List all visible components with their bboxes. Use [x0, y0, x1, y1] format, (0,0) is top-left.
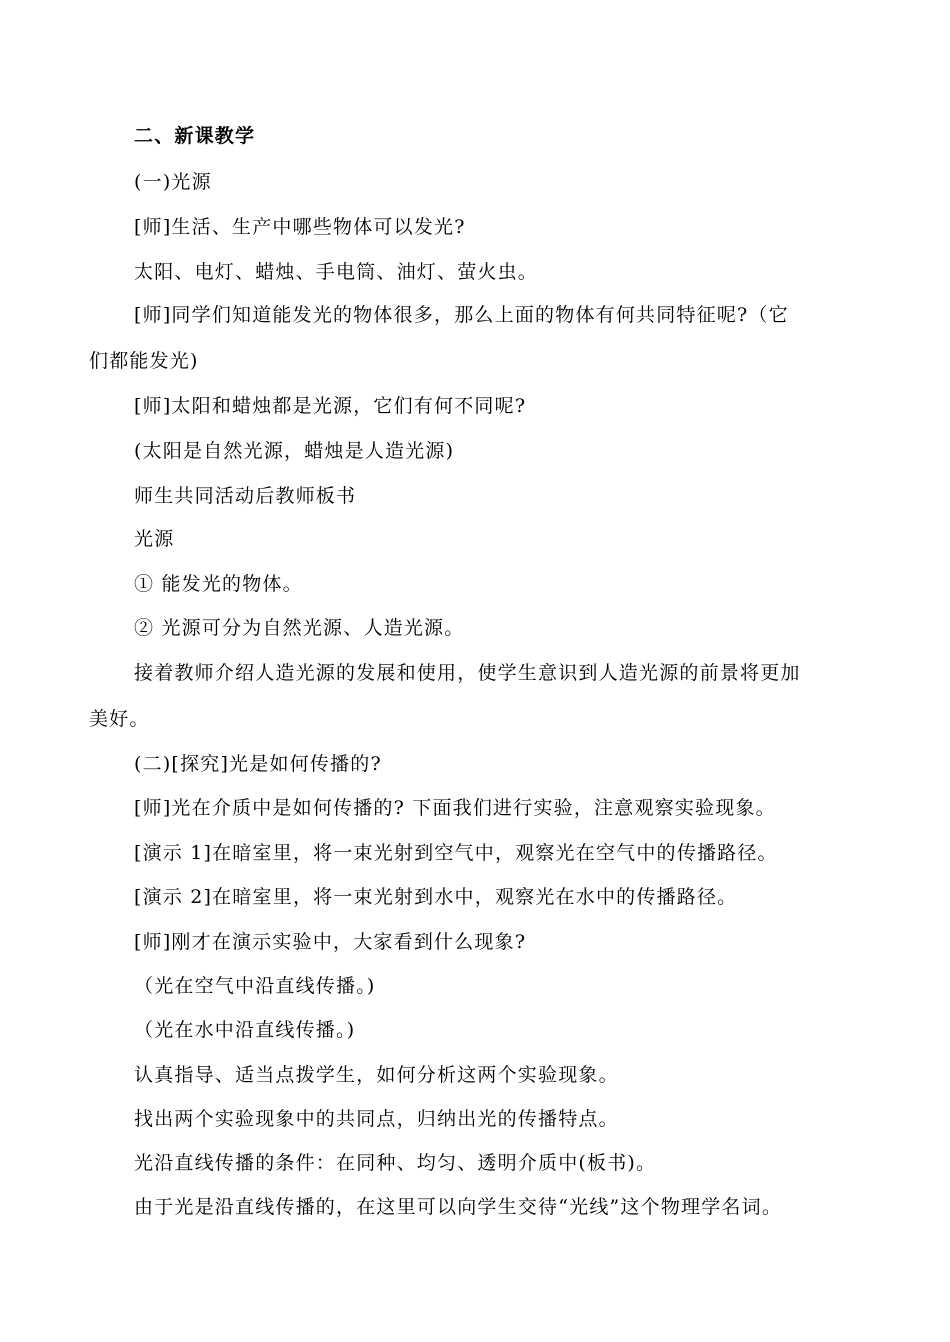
paragraph-line: 认真指导、适当点拨学生，如何分析这两个实验现象。 — [134, 1064, 619, 1086]
paragraph-line: [演示 2]在暗室里，将一束光射到水中，观察光在水中的传播路径。 — [134, 886, 738, 908]
paragraph-line-continuation: 们都能发光) — [89, 350, 199, 372]
paragraph-line: [师]同学们知道能发光的物体很多，那么上面的物体有何共同特征呢?（它 — [134, 304, 789, 326]
section-heading: 二、新课教学 — [134, 125, 256, 147]
paragraph-line: 接着教师介绍人造光源的发展和使用，使学生意识到人造光源的前景将更加 — [134, 662, 801, 684]
board-title: 光源 — [134, 528, 175, 550]
paragraph-line: 由于光是沿直线传播的，在这里可以向学生交待“光线”这个物理学名词。 — [134, 1196, 783, 1218]
paragraph-line: [师]生活、生产中哪些物体可以发光? — [134, 216, 466, 238]
paragraph-line: （光在空气中沿直线传播。) — [134, 975, 376, 997]
paragraph-line: [师]光在介质中是如何传播的? 下面我们进行实验，注意观察实验现象。 — [134, 797, 776, 819]
subsection-title-propagation: (二)[探究]光是如何传播的? — [134, 753, 382, 775]
paragraph-line: （光在水中沿直线传播。) — [134, 1019, 356, 1041]
list-item: ① 能发光的物体。 — [134, 573, 303, 595]
paragraph-line: [师]刚才在演示实验中，大家看到什么现象? — [134, 931, 527, 953]
subsection-title-light-source: (一)光源 — [134, 171, 212, 193]
paragraph-line: 光沿直线传播的条件：在同种、均匀、透明介质中(板书)。 — [134, 1152, 657, 1174]
paragraph-line: (太阳是自然光源，蜡烛是人造光源) — [134, 440, 455, 462]
paragraph-line: 找出两个实验现象中的共同点，归纳出光的传播特点。 — [134, 1108, 619, 1130]
paragraph-line-continuation: 美好。 — [89, 708, 150, 730]
paragraph-line: [演示 1]在暗室里，将一束光射到空气中，观察光在空气中的传播路径。 — [134, 842, 778, 864]
paragraph-line: [师]太阳和蜡烛都是光源，它们有何不同呢? — [134, 395, 527, 417]
list-item: ② 光源可分为自然光源、人造光源。 — [134, 617, 465, 639]
paragraph-line: 师生共同活动后教师板书 — [134, 485, 357, 507]
paragraph-line: 太阳、电灯、蜡烛、手电筒、油灯、萤火虫。 — [134, 261, 539, 283]
